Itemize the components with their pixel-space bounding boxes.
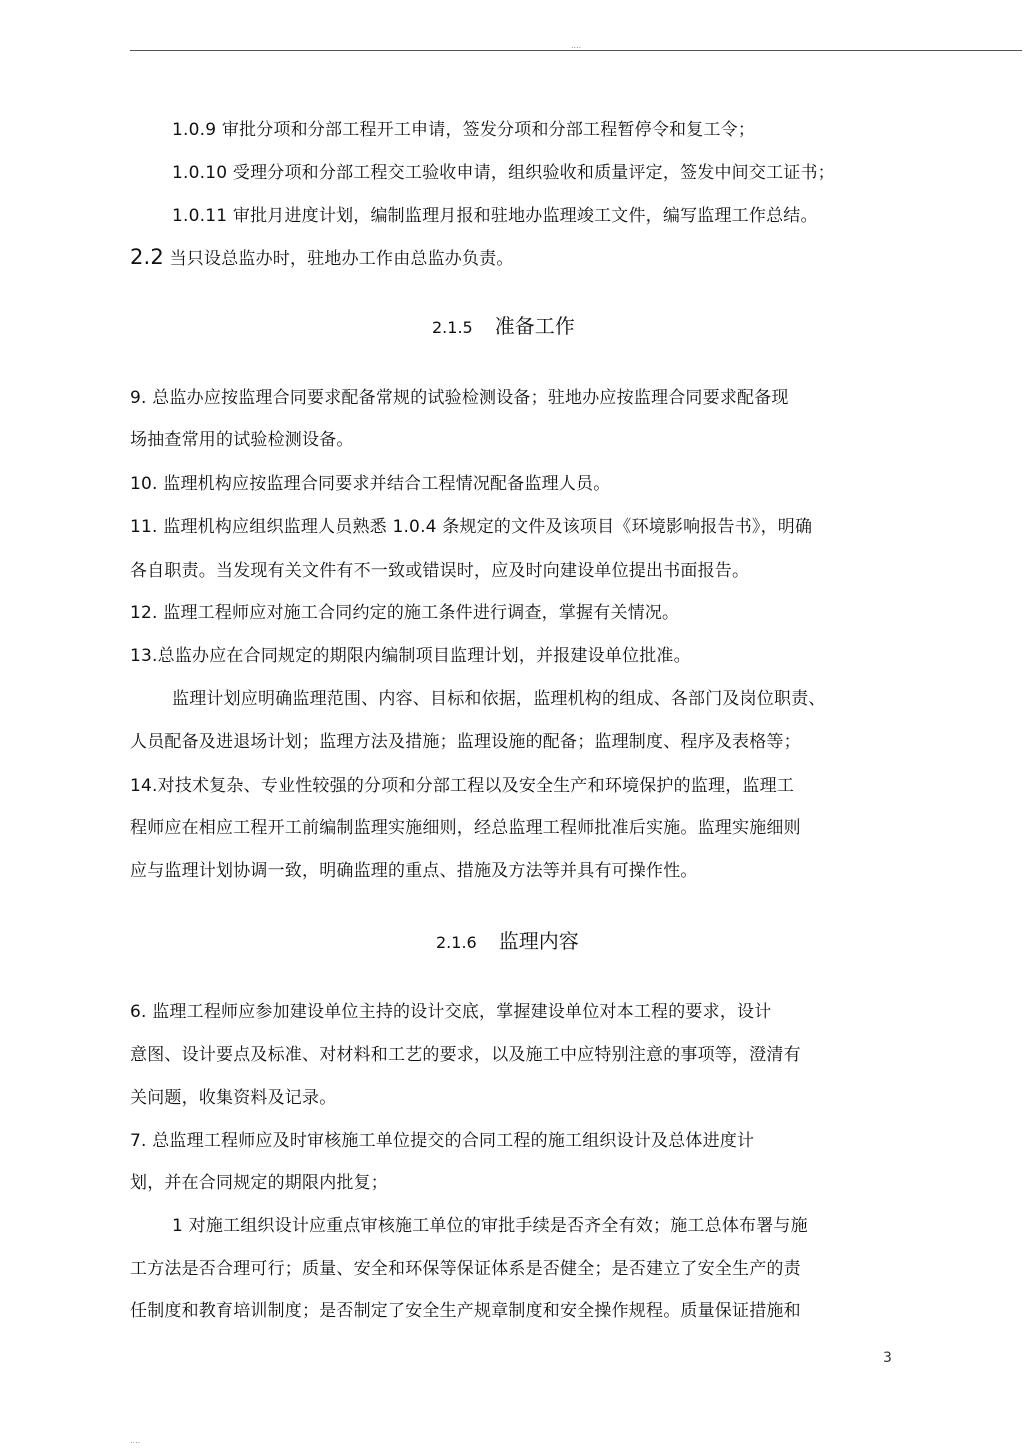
body-line: 应与监理计划协调一致，明确监理的重点、措施及方法等并具有可操作性。 bbox=[130, 861, 698, 881]
body-line: 1 对施工组织设计应重点审核施工单位的审批手续是否齐全有效；施工总体布署与施 bbox=[172, 1216, 808, 1236]
section-heading-2-1-5 bbox=[432, 313, 575, 341]
body-line: 意图、设计要点及标准、对材料和工艺的要求，以及施工中应特别注意的事项等，澄清有 bbox=[130, 1045, 801, 1065]
body-line: 监理计划应明确监理范围、内容、目标和依据，监理机构的组成、各部门及岗位职责、 bbox=[172, 689, 826, 709]
body-line: 10. 监理机构应按监理合同要求并结合工程情况配备监理人员。 bbox=[130, 474, 611, 494]
body-line: 划，并在合同规定的期限内批复； bbox=[130, 1173, 388, 1193]
body-line: 人员配备及进退场计划；监理方法及措施；监理设施的配备；监理制度、程序及表格等； bbox=[130, 732, 801, 752]
body-line: 12. 监理工程师应对施工合同约定的施工条件进行调查，掌握有关情况。 bbox=[130, 603, 680, 623]
clause-1-0-10: 1.0.10 受理分项和分部工程交工验收申请，组织验收和质量评定，签发中间交工证书； bbox=[172, 163, 835, 183]
body-line: 工方法是否合理可行；质量、安全和环保等保证体系是否健全；是否建立了安全生产的责 bbox=[130, 1259, 801, 1279]
section-number: 2.1.5 bbox=[432, 318, 473, 337]
body-line: 9. 总监办应按监理合同要求配备常规的试验检测设备；驻地办应按监理合同要求配备现 bbox=[130, 388, 789, 408]
section-title: 监理内容 bbox=[498, 929, 579, 953]
header-mark: .... bbox=[571, 41, 582, 50]
body-line: 11. 监理机构应组织监理人员熟悉 1.0.4 条规定的文件及该项目《环境影响报告书》，明确 bbox=[130, 517, 813, 537]
section-number: 2.1.6 bbox=[436, 933, 477, 952]
clause-1-0-11: 1.0.11 审批月进度计划，编制监理月报和驻地办监理竣工文件，编写监理工作总结。 bbox=[172, 206, 818, 226]
body-line: 程师应在相应工程开工前编制监理实施细则，经总监理工程师批准后实施。监理实施细则 bbox=[130, 818, 801, 838]
body-line: 场抽查常用的试验检测设备。 bbox=[130, 430, 354, 450]
paragraph-2-2-number: 2.2 bbox=[130, 245, 164, 269]
paragraph-2-2-text: 当只设总监办时，驻地办工作由总监办负责。 bbox=[164, 249, 514, 269]
body-line: 6. 监理工程师应参加建设单位主持的设计交底，掌握建设单位对本工程的要求，设计 bbox=[130, 1002, 772, 1022]
body-line: 各自职责。当发现有关文件有不一致或错误时，应及时向建设单位提出书面报告。 bbox=[130, 561, 750, 581]
body-line: 13.总监办应在合同规定的期限内编制项目监理计划，并报建设单位批准。 bbox=[130, 646, 691, 666]
header-rule bbox=[130, 50, 1022, 51]
paragraph-2-2 bbox=[130, 246, 514, 270]
page-number: 3 bbox=[883, 1350, 892, 1366]
body-line: 任制度和教育培训制度；是否制定了安全生产规章制度和安全操作规程。质量保证措施和 bbox=[130, 1301, 801, 1321]
section-heading-2-1-6 bbox=[436, 928, 579, 956]
clause-1-0-9: 1.0.9 审批分项和分部工程开工申请，签发分项和分部工程暂停令和复工令； bbox=[172, 120, 756, 140]
footer-mark: .... bbox=[130, 1436, 141, 1445]
body-line: 关问题，收集资料及记录。 bbox=[130, 1088, 337, 1108]
body-line: 14.对技术复杂、专业性较强的分项和分部工程以及安全生产和环境保护的监理，监理工 bbox=[130, 776, 795, 796]
body-line: 7. 总监理工程师应及时审核施工单位提交的合同工程的施工组织设计及总体进度计 bbox=[130, 1131, 755, 1151]
section-title: 准备工作 bbox=[494, 314, 575, 338]
